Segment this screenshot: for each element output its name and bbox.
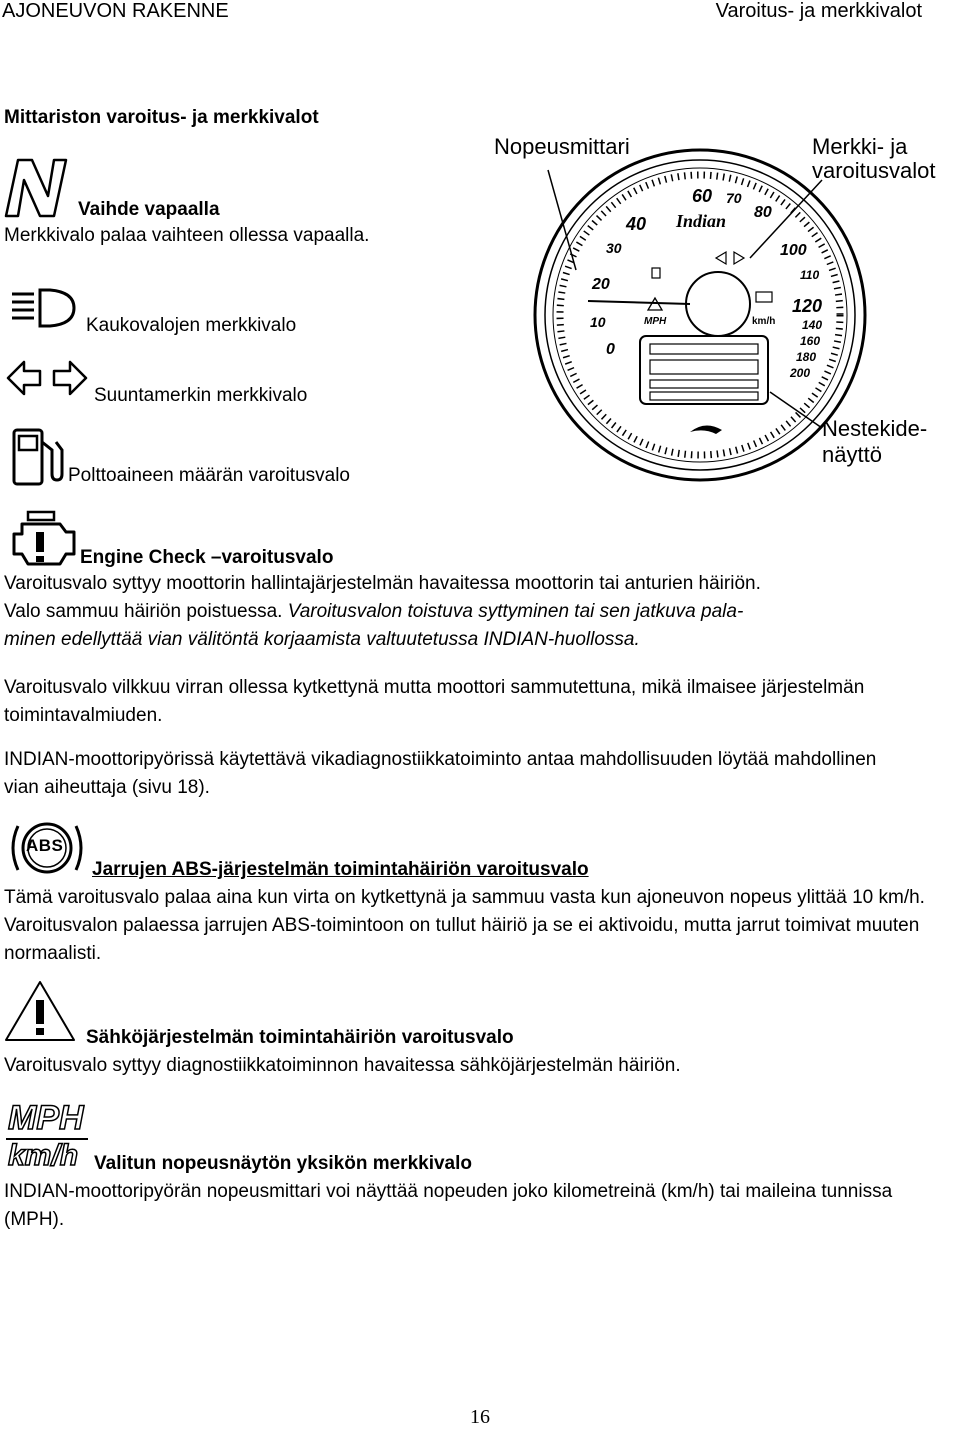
gauge-number: 40	[626, 214, 647, 234]
abs-icon-text: ABS	[26, 836, 64, 855]
fuel-title: Polttoaineen määrän varoitusvalo	[68, 465, 351, 486]
label-speedometer: Nopeusmittari	[494, 134, 630, 159]
engine-line-3: minen edellyttää vian välitöntä korjaamista valtuutetussa INDIAN-huollossa.	[4, 629, 640, 650]
gauge-number: 30	[606, 240, 622, 256]
gauge-number: 100	[780, 242, 807, 259]
gauge-number: 0	[606, 341, 615, 358]
engine-line-2	[4, 598, 944, 626]
label-lights-1: Merkki- ja	[812, 134, 908, 159]
gauge-number: 70	[726, 190, 742, 206]
header-right: Varoitus- ja merkkivalot	[715, 0, 922, 22]
gauge-number: 180	[796, 350, 817, 364]
turn-signal-arrows-icon	[6, 358, 88, 398]
neutral-title: Vaihde vapaalla	[78, 199, 220, 220]
gauge-unit-kmh: km/h	[752, 316, 776, 327]
speedunit-title: Valitun nopeusnäytön yksikön merkkivalo	[94, 1153, 473, 1174]
highbeam-title: Kaukovalojen merkkivalo	[86, 315, 297, 336]
engine-paragraph-2: Varoitusvalo vilkkuu virran ollessa kytkettynä mutta moottori sammutettuna, mikä ilmaisee järjestelmän toimintavalmiuden.	[4, 677, 865, 726]
gauge-number: 120	[792, 296, 823, 316]
speedometer-diagram	[0, 0, 960, 520]
engine-line-2-italic: Varoitusvalon toistuva syttyminen tai sen jatkuva pala-	[287, 601, 744, 622]
engine-line-2-normal: Valo sammuu häiriön poistuessa.	[4, 601, 283, 622]
warning-triangle-icon	[4, 980, 76, 1042]
gauge-number: 200	[790, 366, 811, 380]
gauge-unit-mph: MPH	[644, 316, 667, 327]
gauge-number: 140	[802, 318, 823, 332]
fuel-pump-icon	[12, 428, 64, 488]
abs-text: Tämä varoitusvalo palaa aina kun virta on kytkettynä ja sammuu vasta kun ajoneuvon nopeus ylittää 10 km/h. Varoitusvalon palaessa jarrujen ABS-toimintoon on tullut häiriö ja se ei aktivoidu, mutta jarrut toimivat muuten normaalisti.	[4, 887, 925, 964]
gauge-number: 160	[800, 334, 821, 348]
label-lights-2: varoitusvalot	[812, 158, 936, 183]
high-beam-icon	[10, 288, 76, 328]
speedunit-text: INDIAN-moottoripyörän nopeusmittari voi näyttää nopeuden joko kilometreinä (km/h) tai maileina tunnissa (MPH).	[4, 1181, 893, 1230]
gauge-number: 60	[692, 186, 713, 206]
section-title: Mittariston varoitus- ja merkkivalot	[4, 107, 319, 128]
kmh-icon-bottom: km/h	[8, 1139, 79, 1172]
gauge-number: 10	[590, 314, 606, 330]
electrical-title: Sähköjärjestelmän toimintahäiriön varoitusvalo	[86, 1027, 514, 1048]
header-left: AJONEUVON RAKENNE	[2, 0, 229, 22]
gauge-number: 20	[592, 276, 610, 293]
label-display-2: näyttö	[822, 442, 882, 467]
mph-icon-top: MPH	[8, 1099, 84, 1137]
turn-title: Suuntamerkin merkkivalo	[94, 385, 308, 406]
engine-paragraph-3: INDIAN-moottoripyörissä käytettävä vikadiagnostiikkatoiminto antaa mahdollisuuden löytää mahdollinen vian aiheuttaja (sivu 18).	[4, 749, 877, 798]
gauge-number: 110	[800, 268, 820, 282]
gauge-number: 80	[754, 204, 772, 221]
engine-line-1: Varoitusvalo syttyy moottorin hallintajärjestelmän havaitessa moottorin tai anturien häiriön.	[4, 573, 761, 594]
label-display-1: Nestekide-	[822, 416, 928, 441]
abs-title: Jarrujen ABS-järjestelmän toimintahäiriön varoitusvalo	[92, 859, 589, 880]
neutral-N-icon	[4, 158, 68, 218]
page-number: 16	[470, 1406, 490, 1428]
electrical-text: Varoitusvalo syttyy diagnostiikkatoiminnon havaitessa sähköjärjestelmän häiriön.	[4, 1055, 681, 1076]
neutral-text: Merkkivalo palaa vaihteen ollessa vapaalla.	[4, 225, 370, 246]
gauge-brand: Indian	[676, 211, 727, 231]
engine-check-icon	[10, 510, 78, 570]
engine-title: Engine Check –varoitusvalo	[80, 547, 334, 568]
